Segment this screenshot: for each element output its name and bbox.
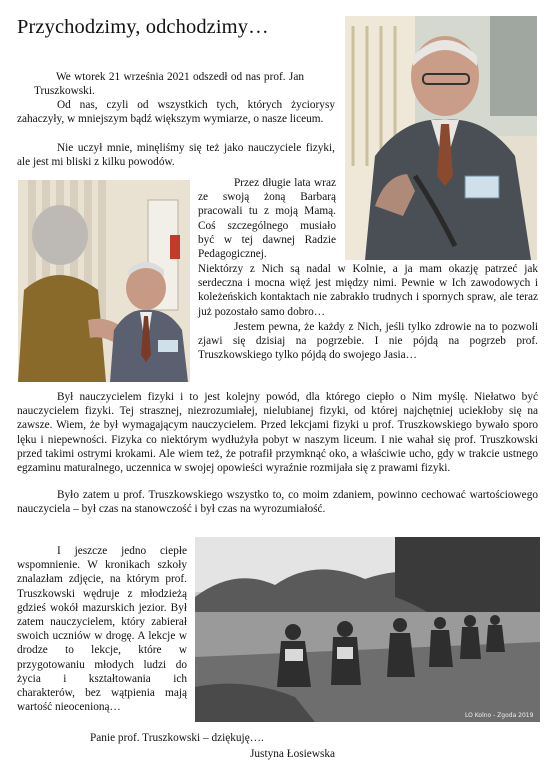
hike-photo [195,537,540,722]
hike-photo-icon [195,537,540,722]
paragraph-8: I jeszcze jedno ciepłe wspomnienie. W kronikach szkoły znalazłam zdjęcie, na którym prof. Truszkowski wędruje z młodzieżą gdzieś wokół mazurskich jezior. Był zatem nauczycielem, który zabierał swoich uczniów w drogę. A lekcje w drodze to lekcje, które w przygotowaniu młodych ludzi do życia i kształtowania ich charakterów, bez wątpienia mają wartość nieocenioną… [17,545,187,714]
paragraph-4b: Niektórzy z Nich są nadal w Kolnie, a ja mam okazję patrzeć jak serdeczna i mocna więź jest między nimi. Pewnie w Ich zawodowych i koleżeńskich kontaktach nie zabrakło trudnych i spornych spraw, ale teraz już pozostało samo dobro… [198,263,538,318]
portrait-photo-icon [345,16,537,260]
photo-credit: LO Kolno - Zgoda 2019 [465,712,534,719]
article-title: Przychodzimy, odchodzimy… [17,16,269,38]
author-name: Justyna Łosiewska [250,748,336,760]
paragraph-1: We wtorek 21 września 2021 odszedł od nas prof. Jan Truszkowski. [34,71,304,98]
paragraph-3: Nie uczył mnie, minęliśmy się też jako nauczyciele fizyki, ale jest mi bliski z kilku powodów. [17,142,335,169]
paragraph-2: Od nas, czyli od wszystkich tych, których życiorysy zahaczyły, w mniejszym bądź większym wymiarze, o nasze liceum. [17,99,335,126]
closing-line: Panie prof. Truszkowski – dziękuję…. [90,732,264,744]
paragraph-5: Jestem pewna, że każdy z Nich, jeśli tylko zdrowie na to pozwoli zjawi się dzisiaj na pogrzebie. I nie pójdą na pogrzeb prof. Truszkowskiego tylko pójdą do swojego Jasia… [198,321,538,362]
paragraph-6: Był nauczycielem fizyki i to jest kolejny powód, dla którego ciepło o Nim myślę. Niełatwo być nauczycielem fizyki. Tej strasznej, niezrozumiałej, nielubianej fizyki, od której najchętniej uciekłoby się na zawsze. Wiem, że był wymagającym nauczycielem. Przed lekcjami fizyki u prof. Truszkowskiego bywało sporo lęku i niepewności. Fizyka co niektórym wydłużyła pobyt w naszym liceum. I nie wahał się prof. Truszkowski przed takimi ostrymi krokami. Ale wiem też, że potrafił przymknąć oko, a właściwie ucho, gdy w trakcie ustnego egzaminu maturalnego, uczennica w swojej opowieści wyraźnie rozmijała się z prawami fizyki. [17,391,538,475]
paragraph-4a: Przez długie lata wraz ze swoją żoną Barbarą pracowali tu z moją Mamą. Coś szczególnego musiało być w tej dawnej Radzie Pedagogicznej. [198,177,336,261]
meeting-photo-icon [18,180,190,382]
meeting-photo [18,180,190,382]
paragraph-7: Było zatem u prof. Truszkowskiego wszystko to, co moim zdaniem, powinno cechować wartościowego nauczyciela – był czas na stanowczość i był czas na wyrozumiałość. [17,489,538,516]
portrait-photo [345,16,537,260]
